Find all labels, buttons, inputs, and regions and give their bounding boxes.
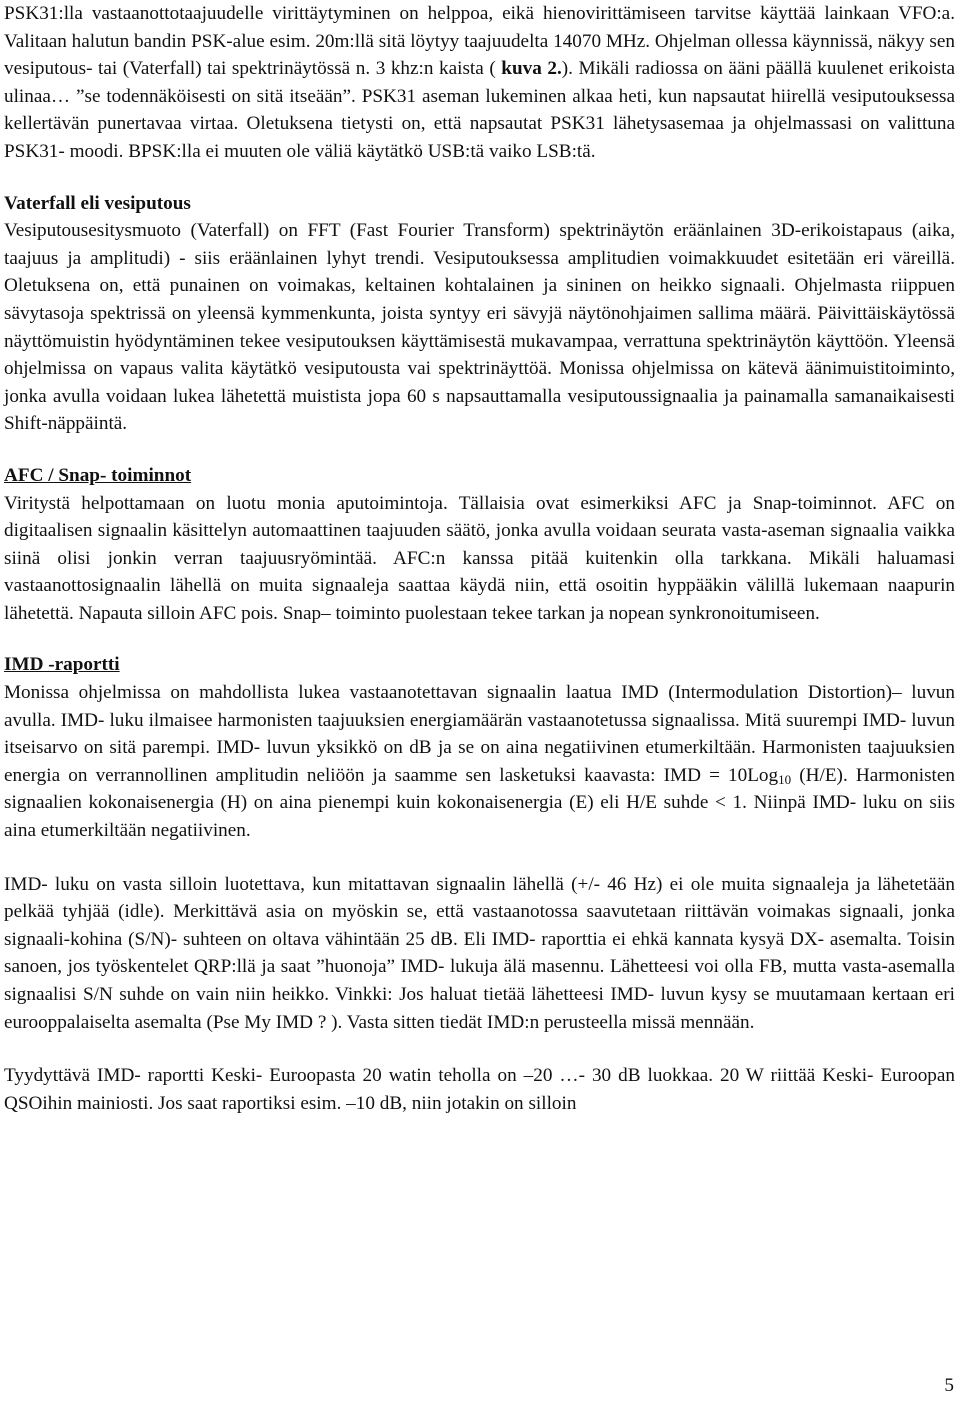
intro-text-start: PSK31:lla vastaanottotaajuudelle virittäytyminen on helppoa, eikä hienovirittämiseen tarvitse käyttää lainkaan VFO:a. Valitaan halutun bandin PSK-alue esim. 20m:llä sitä löytyy taajuudelta 14070 MHz. Ohjelman ollessa käynnissä, näkyy sen vesiputous- tai (Vaterfall) tai spektrinäytössä n. 3 khz:n kaista ( [4, 3, 955, 80]
intro-text-end: ). Mikäli radiossa on ääni päällä kuulenet erikoista ulinaa… ”se todennäköisesti on sitä itseään”. PSK31 aseman lukeminen alkaa heti, kun napsautat hiirellä vesiputouksessa kellertävän punertavaa virtaa. Oletuksena tietysti on, että napsautat PSK31 lähetysasemaa ja ohjelmassasi on valittuna PSK31- moodi. BPSK:lla ei muuten ole väliä käytätkö USB:tä vaiko LSB:tä. [4, 58, 955, 162]
afc-snap-paragraph: Viritystä helpottamaan on luotu monia aputoimintoja. Tällaisia ovat esimerkiksi AFC ja Snap-toiminnot. AFC on digitaalisen signaalin käsittelyn automaattinen taajuuden säätö, jonka avulla voidaan seurata vasta-aseman signaalia vaikka siinä olisi jonkin verran taajuusryömintää. AFC:n kanssa pitää kuitenkin olla tarkkana. Mikäli haluamasi vastaanottosignaalin lähellä on muita signaaleja saattaa käydä niin, että osoitin hyppääkin välillä lukemaan naapurin lähetettä. Napauta silloin AFC pois. Snap– toiminto puolestaan tekee tarkan ja nopean synkronoitumiseen. [4, 492, 955, 624]
imd-paragraph-1 [4, 679, 955, 845]
document-page [4, 0, 955, 1117]
waterfall-paragraph: Vesiputousesitysmuoto (Vaterfall) on FFT (Fast Fourier Transform) spektrinäytön eräänlainen 3D-erikoistapaus (aika, taajuus ja amplitudi) - siis eräänlainen lyhyt trendi. Vesiputouksessa amplitudien voimakkuudet esitetään eri väreillä. Oletuksena on, että punainen on voimakas, keltainen kohtalainen ja sininen on heikko signaali. Ohjelmasta riippuen sävytasoja spektrissä on yleensä kymmenkunta, joista syntyy eri sävyjä näytönohjaimen sallima määrä. Päivittäiskäytössä näyttömuistin hyödyntäminen tekee vesiputouksen käyttämisestä mukavampaa, verrattuna spektrinäytön käyttöön. Yleensä ohjelmissa on vapaus valita käytätkö vesiputousta vai spektrinäyttöä. Monissa ohjelmissa on kätevä äänimuistitoiminto, jonka avulla voidaan lukea lähetettä muistista jopa 60 s napsauttamalla vesiputoussignaalia ja painamalla samanaikaisesti Shift-näppäintä. [4, 220, 955, 435]
log-base-subscript: 10 [778, 771, 792, 787]
imd-paragraph-2: IMD- luku on vasta silloin luotettava, kun mitattavan signaalin lähellä (+/- 46 Hz) ei ole muita signaaleja ja lähetetään pelkää tyhjää (idle). Merkittävä asia on myöskin se, että vastaanotossa saavutetaan riittävän voimakas signaali, jonka signaali-kohina (S/N)- suhteen on oltava vähintään 25 dB. Eli IMD- raporttia ei ehkä kannata kysyä DX- asemalta. Toisin sanoen, jos työskentelet QRP:llä ja saat ”huonoja” IMD- lukuja älä masennu. Lähetteesi voi olla FB, mutta vasta-asemalla signaalisi S/N suhde on vain niin heikko. Vinkki: Jos haluat tietää lähetteesi IMD- luvun kysy se muutamaan kertaan eri eurooppalaiselta asemalta (Pse My IMD ? ). Vasta sitten tiedät IMD:n perusteella missä mennään. [4, 873, 955, 1033]
heading-imd-report: IMD -raportti [4, 654, 120, 676]
heading-waterfall: Vaterfall eli vesiputous [4, 192, 191, 214]
intro-paragraph [4, 0, 955, 166]
imd-paragraph-1-end: (H/E). Harmonisten signaalien kokonaisenergia (H) on aina pienempi kuin kokonaisenergia (E) eli H/E suhde < 1. Niinpä IMD- luku on siis aina etumerkiltään negatiivinen. [4, 764, 955, 842]
imd-paragraph-1-start: Monissa ohjelmissa on mahdollista lukea vastaanotettavan signaalin laatua IMD (Intermodulation Distortion)– luvun avulla. IMD- luku ilmaisee harmonisten taajuuksien energiamäärän vastaanotetussa signaalissa. Mitä suurempi IMD- luvun itseisarvo on sitä parempi. IMD- luvun yksikkö on dB ja se on aina negatiivinen etumerkiltään. Harmonisten taajuuksien energia on verrannollinen amplitudin neliöön ja saamme sen lasketuksi kaavasta: IMD = 10Log [4, 682, 955, 786]
figure-reference: kuva 2. [501, 58, 562, 80]
imd-paragraph-3: Tyydyttävä IMD- raportti Keski- Euroopasta 20 watin teholla on –20 …- 30 dB luokkaa. 20 W riittää Keski- Euroopan QSOihin mainiosti. Jos saat raportiksi esim. –10 dB, niin jotakin on silloin [4, 1065, 955, 1114]
heading-afc-snap: AFC / Snap- toiminnot [4, 464, 192, 486]
page-number: 5 [944, 1375, 954, 1396]
